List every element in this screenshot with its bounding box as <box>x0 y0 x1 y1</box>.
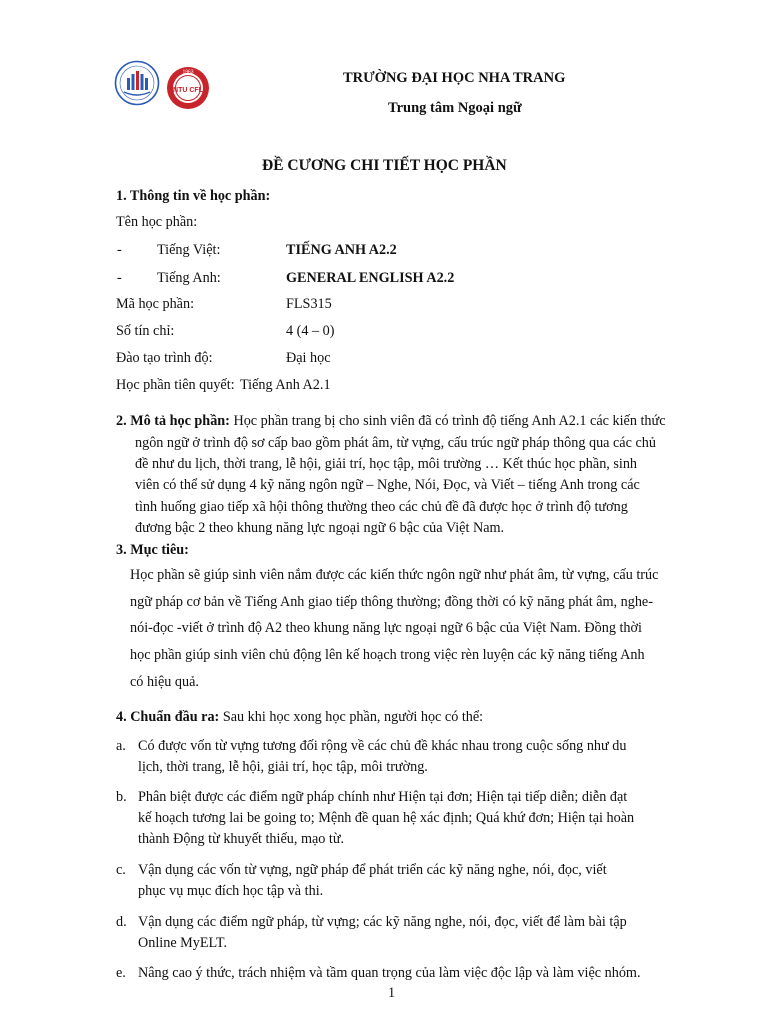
section3-line: ngữ pháp cơ bản về Tiếng Anh giao tiếp thông thường; đồng thời có kỹ năng phát âm, nghe- <box>130 594 653 610</box>
section2-line: Học phần trang bị cho sinh viên đã có trình độ tiếng Anh A2.1 các kiến thức <box>233 413 666 429</box>
foreign-language-center-logo <box>166 66 210 110</box>
section3-line: Học phần sẽ giúp sinh viên nắm được các kiến thức ngôn ngữ như phát âm, từ vựng, cấu trúc <box>130 567 659 583</box>
section3-line: có hiệu quả. <box>130 674 199 690</box>
outcome-marker: d. <box>116 914 127 930</box>
section2-line: đương bậc 2 theo khung năng lực ngoại ngữ 6 bậc của Việt Nam. <box>135 520 505 536</box>
vietnamese-name-label: Tiếng Việt: <box>157 242 221 258</box>
section2-line: tình huống giao tiếp xã hội thông thường theo các chủ đề đã được học ở trình độ tương <box>135 499 628 515</box>
section2-heading: 2. Mô tả học phần: <box>116 413 230 429</box>
level-label: Đào tạo trình độ: <box>116 350 213 366</box>
nha-trang-university-logo <box>114 60 160 106</box>
section3-line: học phần giúp sinh viên chủ động lên kế hoạch trong việc rèn luyện các kỹ năng tiếng Anh <box>130 647 645 663</box>
section4-heading-line <box>116 709 483 726</box>
course-code-label: Mã học phần: <box>116 296 195 312</box>
outcome-line: Nâng cao ý thức, trách nhiệm và tầm quan trọng của làm việc độc lập và làm việc nhóm. <box>138 965 641 981</box>
course-name-label: Tên học phần: <box>116 214 198 230</box>
section2-first-line <box>116 413 666 430</box>
english-name-value: GENERAL ENGLISH A2.2 <box>286 270 455 286</box>
section2-line: viên có thể sử dụng 4 kỹ năng ngôn ngữ – Nghe, Nói, Đọc, và Viết – tiếng Anh trong các <box>135 477 640 493</box>
logo2-year: 1963 <box>182 69 194 76</box>
outcome-line: Có được vốn từ vựng tương đối rộng về các chủ đề khác nhau trong cuộc sống như du <box>138 738 627 754</box>
credits-value: 4 (4 – 0) <box>286 323 335 339</box>
outcome-line: Vận dụng các điểm ngữ pháp, từ vựng; các kỹ năng nghe, nói, đọc, viết để làm bài tập <box>138 914 627 930</box>
outcome-line: lịch, thời trang, lễ hội, giải trí, học tập, môi trường. <box>138 759 428 775</box>
outcome-line: Online MyELT. <box>138 935 228 951</box>
outcome-marker: c. <box>116 862 126 878</box>
prerequisite-value: Tiếng Anh A2.1 <box>240 377 331 393</box>
outcome-line: kế hoạch tương lai be going to; Mệnh đề quan hệ xác định; Quá khứ đơn; Hiện tại hoàn <box>138 810 635 826</box>
vietnamese-name-value: TIẾNG ANH A2.2 <box>286 242 397 258</box>
level-value: Đại học <box>286 350 331 366</box>
document-title: ĐỀ CƯƠNG CHI TIẾT HỌC PHẦN <box>262 157 507 174</box>
outcome-line: thành Động từ khuyết thiếu, mạo từ. <box>138 831 345 847</box>
outcome-line: Vận dụng các vốn từ vựng, ngữ pháp để phát triển các kỹ năng nghe, nói, đọc, viết <box>138 862 607 878</box>
section1-heading: 1. Thông tin về học phần: <box>116 188 271 204</box>
english-name-label: Tiếng Anh: <box>157 270 221 286</box>
section3-line: nói-đọc -viết ở trình độ A2 theo khung năng lực ngoại ngữ 6 bậc của Việt Nam. Đồng thời <box>130 620 642 636</box>
section2-line: ngôn ngữ ở trình độ sơ cấp bao gồm phát âm, từ vựng, cấu trúc ngữ pháp thông qua các chủ <box>135 435 656 451</box>
course-code-value: FLS315 <box>286 296 332 312</box>
dash-marker: - <box>117 270 122 286</box>
section2-line: đề như du lịch, thời trang, lễ hội, giải trí, học tập, môi trường … Kết thúc học phần, sinh <box>135 456 638 472</box>
outcome-marker: b. <box>116 789 127 805</box>
dash-marker: - <box>117 242 122 258</box>
credits-label: Số tín chỉ: <box>116 323 175 339</box>
outcome-marker: a. <box>116 738 126 754</box>
outcome-line: Phân biệt được các điểm ngữ pháp chính như Hiện tại đơn; Hiện tại tiếp diễn; diễn đạt <box>138 789 628 805</box>
section3-heading: 3. Mục tiêu: <box>116 542 189 558</box>
section4-intro: Sau khi học xong học phần, người học có thể: <box>222 709 484 725</box>
logo2-label: NTU CFL <box>173 87 203 94</box>
page-number: 1 <box>388 985 396 1001</box>
outcome-line: phục vụ mục đích học tập và thi. <box>138 883 324 899</box>
center-name: Trung tâm Ngoại ngữ <box>388 100 522 116</box>
university-name: TRƯỜNG ĐẠI HỌC NHA TRANG <box>343 70 566 86</box>
section4-heading: 4. Chuẩn đầu ra: <box>116 709 220 725</box>
outcome-marker: e. <box>116 965 126 981</box>
prerequisite-label: Học phần tiên quyết: <box>116 377 235 393</box>
